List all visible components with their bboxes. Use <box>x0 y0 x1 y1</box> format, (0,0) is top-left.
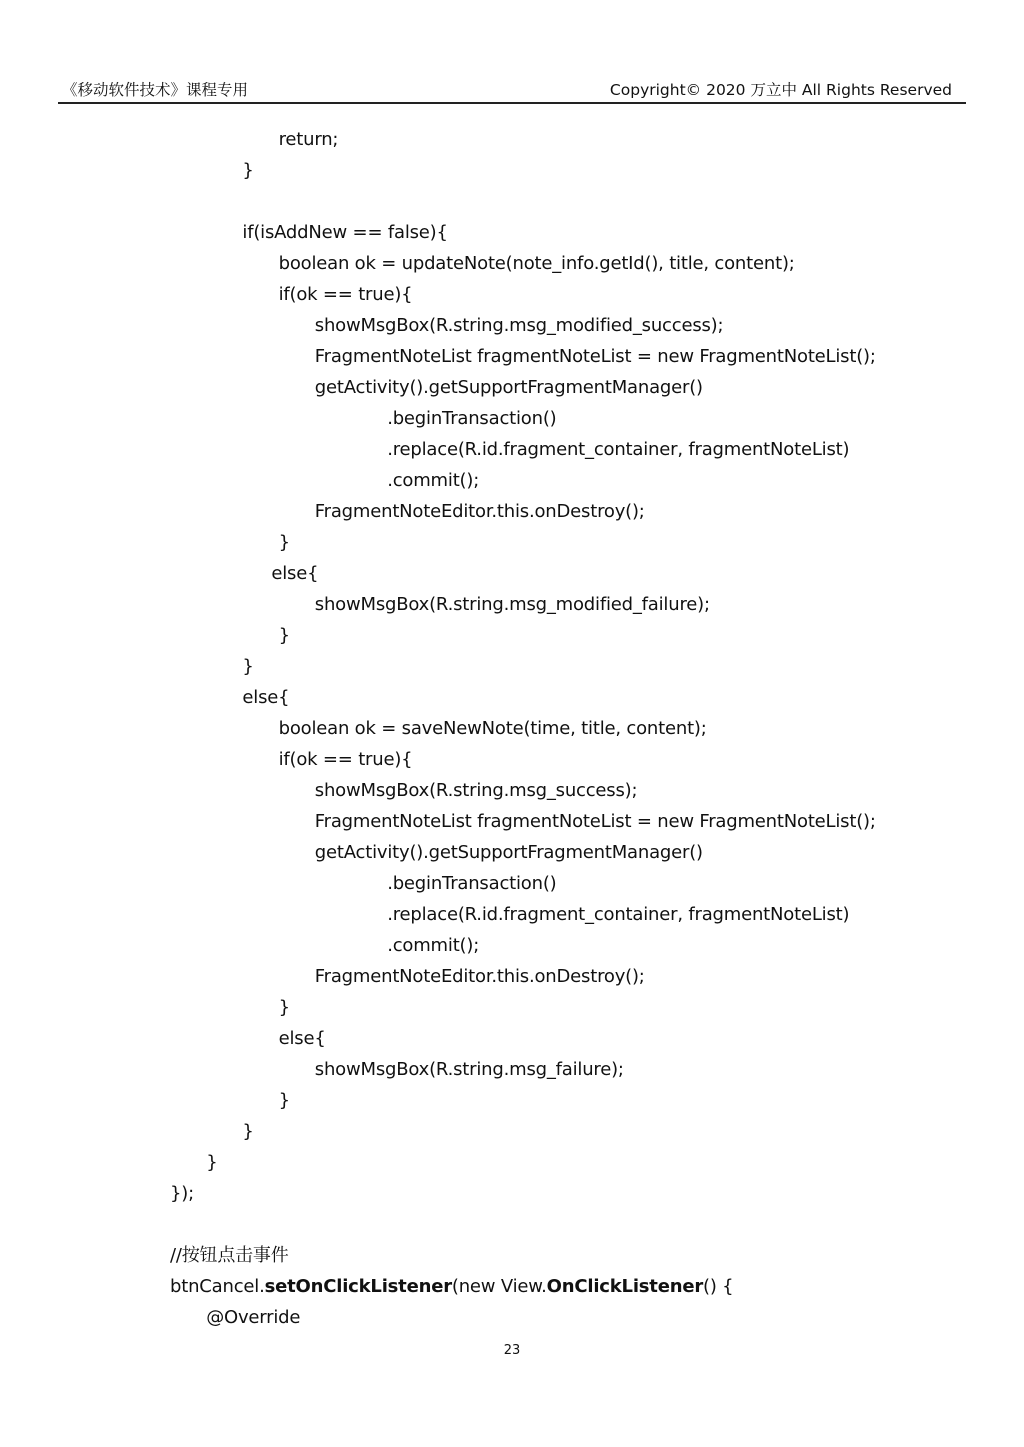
code-line: if(ok == true){ <box>278 284 413 305</box>
code-line: .commit(); <box>387 470 480 491</box>
code-line: } <box>278 1090 290 1111</box>
code-line: } <box>278 997 290 1018</box>
code-line: .beginTransaction() <box>387 873 557 894</box>
code-line: } <box>242 656 254 677</box>
code-line: boolean ok = updateNote(note_info.getId(), title, content); <box>278 253 795 274</box>
code-line: if(isAddNew == false){ <box>242 222 448 243</box>
code-line: else{ <box>242 687 290 708</box>
code-line: .commit(); <box>387 935 480 956</box>
page-number: 23 <box>503 1343 521 1358</box>
copyright-notice: Copyright© 2020 万立中 All Rights Reserved <box>609 81 952 99</box>
code-text: (new View. <box>451 1276 547 1297</box>
code-line: getActivity().getSupportFragmentManager() <box>314 377 703 398</box>
code-line: } <box>242 1121 254 1142</box>
code-line: .replace(R.id.fragment_container, fragmentNoteList) <box>387 904 850 925</box>
code-line: if(ok == true){ <box>278 749 413 770</box>
code-keyword: OnClickListener <box>546 1276 704 1297</box>
code-line: } <box>242 160 254 181</box>
code-line: getActivity().getSupportFragmentManager() <box>314 842 703 863</box>
code-line: }); <box>170 1183 194 1204</box>
code-line: showMsgBox(R.string.msg_success); <box>314 780 638 801</box>
code-line: FragmentNoteEditor.this.onDestroy(); <box>314 501 645 522</box>
code-line: } <box>206 1152 218 1173</box>
code-line: //按钮点击事件 <box>170 1245 289 1266</box>
code-line: showMsgBox(R.string.msg_failure); <box>314 1059 624 1080</box>
code-text: btnCancel. <box>170 1276 265 1297</box>
code-line: FragmentNoteList fragmentNoteList = new FragmentNoteList(); <box>314 811 876 832</box>
code-line: @Override <box>206 1307 301 1328</box>
code-line: FragmentNoteList fragmentNoteList = new FragmentNoteList(); <box>314 346 876 367</box>
code-line: .replace(R.id.fragment_container, fragmentNoteList) <box>387 439 850 460</box>
code-line: .beginTransaction() <box>387 408 557 429</box>
code-line: return; <box>278 129 339 150</box>
code-line: showMsgBox(R.string.msg_modified_success); <box>314 315 724 336</box>
course-title: 《移动软件技术》课程专用 <box>62 81 249 99</box>
code-line: FragmentNoteEditor.this.onDestroy(); <box>314 966 645 987</box>
code-line: else{ <box>278 1028 326 1049</box>
code-line: showMsgBox(R.string.msg_modified_failure); <box>314 594 710 615</box>
code-keyword: setOnClickListener <box>264 1276 452 1297</box>
page-header <box>58 76 966 104</box>
code-text: () { <box>703 1276 734 1297</box>
code-line: } <box>278 532 290 553</box>
code-line: boolean ok = saveNewNote(time, title, content); <box>278 718 707 739</box>
code-line <box>170 1271 733 1302</box>
code-line: } <box>278 625 290 646</box>
code-line: else{ <box>271 563 319 584</box>
